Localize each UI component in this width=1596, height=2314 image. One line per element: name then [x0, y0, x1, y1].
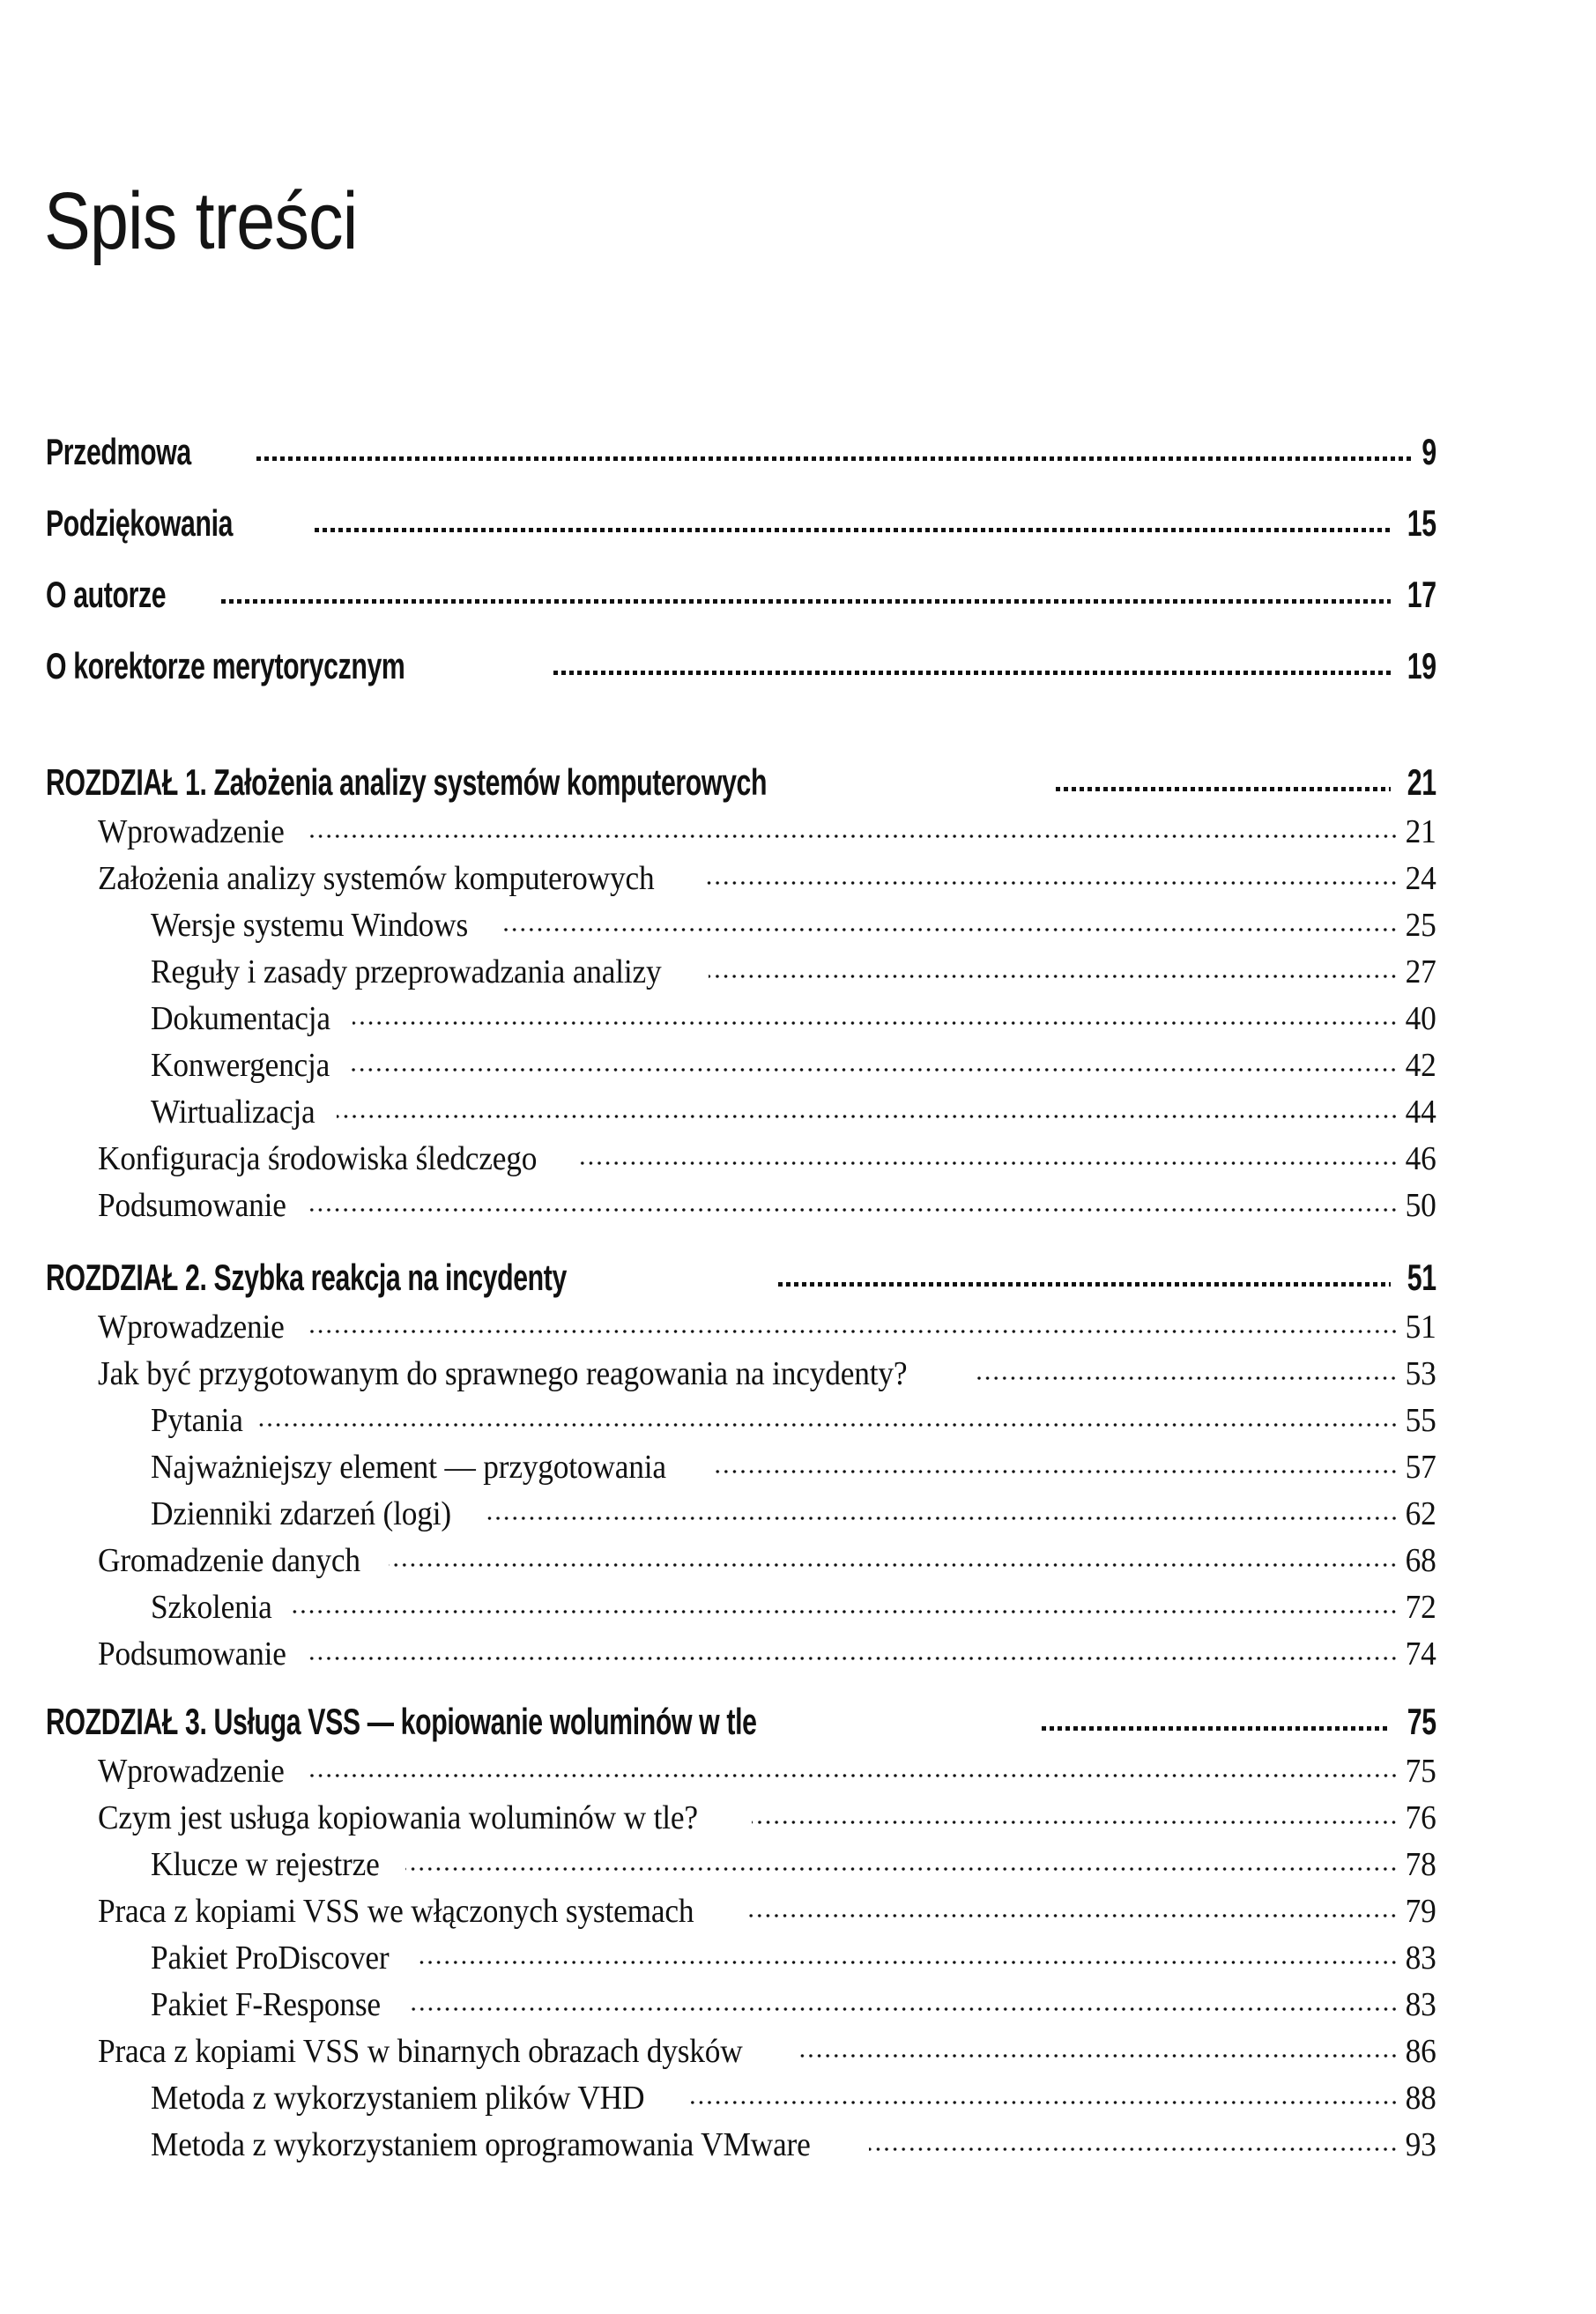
dot-leader [869, 2122, 1398, 2155]
toc-entry-level-1[interactable] [98, 809, 1436, 851]
toc-entry-level-2[interactable] [151, 1842, 1436, 1884]
toc-entry-level-2[interactable] [151, 1491, 1436, 1533]
page-number: 27 [1406, 953, 1436, 990]
toc-entry-level-1[interactable] [98, 1136, 1436, 1178]
toc-entry-level-1[interactable] [98, 1888, 1436, 1931]
dot-leader [714, 1444, 1399, 1478]
page-number: 62 [1406, 1495, 1436, 1532]
page-number: 68 [1406, 1542, 1436, 1579]
dot-leader [352, 1042, 1398, 1076]
page-number: 53 [1406, 1355, 1436, 1392]
entry-title: Wprowadzenie [98, 1309, 285, 1346]
entry-title: Pakiet F-Response [151, 1986, 381, 2023]
toc-entry-front-matter[interactable] [46, 642, 1436, 687]
dot-leader [407, 1982, 1399, 2015]
toc-entry-level-1[interactable] [98, 1351, 1436, 1393]
toc-entry-level-1[interactable] [98, 1183, 1436, 1225]
page-number: 17 [1407, 574, 1436, 615]
dot-leader [256, 427, 1411, 464]
entry-title: Pytania [151, 1402, 243, 1439]
dot-leader [315, 499, 1392, 536]
toc-chapter-1[interactable] [46, 758, 1436, 804]
entry-title: Przedmowa [46, 431, 191, 472]
entry-title: Podsumowanie [98, 1187, 286, 1224]
toc-entry-level-2[interactable] [151, 1042, 1436, 1085]
toc-entry-level-2[interactable] [151, 1982, 1436, 2024]
page-number: 40 [1406, 1000, 1436, 1037]
toc-entry-level-1[interactable] [98, 2028, 1436, 2071]
page-number: 72 [1406, 1589, 1436, 1626]
entry-title: Konfiguracja środowiska śledczego [98, 1140, 538, 1177]
page-number: 76 [1406, 1799, 1436, 1836]
entry-title: Metoda z wykorzystaniem plików VHD [151, 2080, 645, 2117]
dot-leader [709, 949, 1398, 983]
dot-leader [308, 809, 1399, 842]
toc-chapter-3[interactable] [46, 1697, 1436, 1743]
entry-title: Konwergencja [151, 1047, 330, 1084]
page-number: 93 [1406, 2126, 1436, 2163]
toc-entry-level-2[interactable] [151, 1935, 1436, 1977]
dot-leader [309, 1183, 1399, 1216]
entry-title: Jak być przygotowanym do sprawnego reagowania na incydenty? [98, 1355, 908, 1392]
page-number: 21 [1406, 813, 1436, 850]
entry-title: O autorze [46, 574, 167, 615]
entry-title: Najważniejszy element — przygotowania [151, 1449, 666, 1486]
dot-leader [483, 1491, 1399, 1524]
toc-entry-level-2[interactable] [151, 2122, 1436, 2164]
dot-leader [389, 1538, 1398, 1571]
dot-leader [405, 1842, 1398, 1875]
toc-entry-front-matter[interactable] [46, 570, 1436, 616]
page-number: 83 [1406, 1986, 1436, 2023]
entry-title: Szkolenia [151, 1589, 272, 1626]
page-number: 24 [1406, 860, 1436, 897]
page-number: 79 [1406, 1893, 1436, 1930]
page-number: 88 [1406, 2080, 1436, 2117]
entry-title: Dzienniki zdarzeń (logi) [151, 1495, 451, 1532]
dot-leader [752, 1795, 1398, 1828]
page-number: 78 [1406, 1846, 1436, 1883]
entry-title: Założenia analizy systemów komputerowych [98, 860, 655, 897]
entry-title: Wirtualizacja [151, 1094, 315, 1131]
toc-entry-level-1[interactable] [98, 1631, 1436, 1673]
page-number: 57 [1406, 1449, 1436, 1486]
toc-entry-level-1[interactable] [98, 1795, 1436, 1837]
page-number: 75 [1406, 1753, 1436, 1790]
entry-title: Dokumentacja [151, 1000, 330, 1037]
dot-leader [705, 856, 1398, 889]
toc-entry-level-1[interactable] [98, 1748, 1436, 1791]
page-number: 19 [1407, 645, 1436, 686]
entry-title: Wersje systemu Windows [151, 907, 469, 944]
entry-title: Czym jest usługa kopiowania woluminów w tle? [98, 1799, 698, 1836]
dot-leader [416, 1935, 1399, 1969]
toc-entry-level-2[interactable] [151, 1584, 1436, 1627]
dot-leader [1042, 1697, 1391, 1734]
dot-leader [800, 2028, 1399, 2062]
dot-leader [353, 996, 1398, 1029]
page-number: 44 [1406, 1094, 1436, 1131]
entry-title: Podziękowania [46, 502, 234, 544]
dot-leader [221, 570, 1391, 607]
toc-entry-level-2[interactable] [151, 902, 1436, 945]
dot-leader [1056, 758, 1391, 795]
chapter-title: ROZDZIAŁ 1. Założenia analizy systemów komputerowych [46, 761, 768, 803]
page-number: 42 [1406, 1047, 1436, 1084]
toc-entry-level-1[interactable] [98, 1538, 1436, 1580]
entry-title: Pakiet ProDiscover [151, 1939, 390, 1977]
page-number: 74 [1406, 1635, 1436, 1672]
entry-title: Reguły i zasady przeprowadzania analizy [151, 953, 662, 990]
toc-entry-level-2[interactable] [151, 1444, 1436, 1487]
dot-leader [747, 1888, 1398, 1922]
dot-leader [976, 1351, 1398, 1384]
entry-title: Wprowadzenie [98, 1753, 285, 1790]
entry-title: Praca z kopiami VSS w binarnych obrazach dysków [98, 2033, 743, 2070]
dot-leader [308, 1748, 1399, 1782]
chapter-title: ROZDZIAŁ 2. Szybka reakcja na incydenty [46, 1257, 567, 1298]
page-number: 51 [1406, 1309, 1436, 1346]
page-number: 21 [1407, 761, 1436, 803]
toc-chapter-2[interactable] [46, 1253, 1436, 1299]
dot-leader [778, 1253, 1391, 1290]
toc-entry-front-matter[interactable] [46, 427, 1436, 473]
dot-leader [337, 1089, 1399, 1123]
page-number: 55 [1406, 1402, 1436, 1439]
page-number: 83 [1406, 1939, 1436, 1977]
dot-leader [691, 2075, 1399, 2109]
page-number: 9 [1422, 431, 1436, 472]
dot-leader [309, 1631, 1399, 1665]
toc-entry-level-2[interactable] [151, 949, 1436, 991]
entry-title: Praca z kopiami VSS we włączonych systemach [98, 1893, 694, 1930]
entry-title: Gromadzenie danych [98, 1542, 360, 1579]
toc-entry-level-1[interactable] [98, 856, 1436, 898]
dot-leader [553, 642, 1391, 679]
entry-title: Metoda z wykorzystaniem oprogramowania VMware [151, 2126, 811, 2163]
page-number: 15 [1407, 502, 1436, 544]
entry-title: Wprowadzenie [98, 813, 285, 850]
page-number: 50 [1406, 1187, 1436, 1224]
page-number: 25 [1406, 907, 1436, 944]
chapter-title: ROZDZIAŁ 3. Usługa VSS — kopiowanie woluminów w tle [46, 1701, 757, 1742]
page-number: 51 [1407, 1257, 1436, 1298]
dot-leader [501, 902, 1398, 936]
entry-title: Podsumowanie [98, 1635, 286, 1672]
page-number: 46 [1406, 1140, 1436, 1177]
page-number: 75 [1407, 1701, 1436, 1742]
page-number: 86 [1406, 2033, 1436, 2070]
toc-entry-level-2[interactable] [151, 2075, 1436, 2117]
dot-leader [259, 1398, 1399, 1431]
toc-entry-level-2[interactable] [151, 1398, 1436, 1440]
toc-entry-front-matter[interactable] [46, 499, 1436, 545]
toc-entry-level-2[interactable] [151, 996, 1436, 1038]
entry-title: O korektorze merytorycznym [46, 645, 405, 686]
dot-leader [308, 1304, 1399, 1338]
page-title: Spis treści [44, 176, 358, 266]
toc-entry-level-2[interactable] [151, 1089, 1436, 1131]
dot-leader [290, 1584, 1398, 1618]
entry-title: Klucze w rejestrze [151, 1846, 380, 1883]
dot-leader [579, 1136, 1399, 1169]
toc-entry-level-1[interactable] [98, 1304, 1436, 1346]
